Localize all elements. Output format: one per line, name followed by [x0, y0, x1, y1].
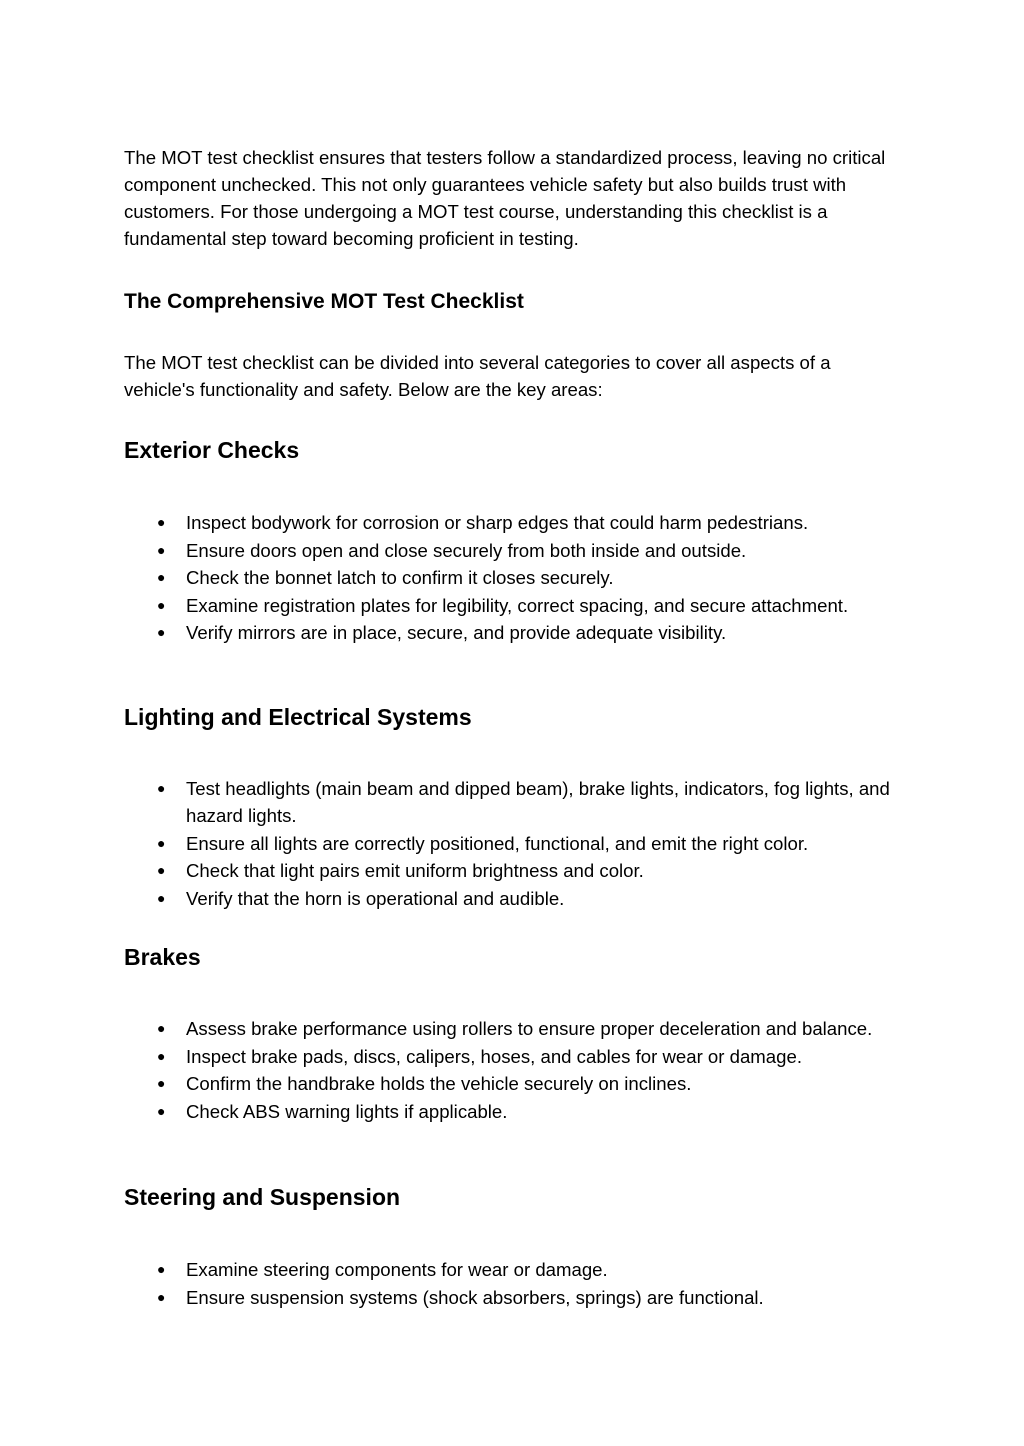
list-item-text: Inspect bodywork for corrosion or sharp edges that could harm pedestrians. [186, 512, 809, 533]
steering-suspension-list [124, 1256, 904, 1311]
list-item-text: Check the bonnet latch to confirm it closes securely. [186, 567, 614, 588]
bullet-icon: ● [157, 514, 166, 530]
list-item [124, 830, 904, 857]
lighting-electrical-list [124, 775, 904, 912]
bullet-icon: ● [157, 596, 166, 613]
bullet-icon: ● [157, 1075, 166, 1091]
section-heading-exterior-checks: Exterior Checks [124, 437, 300, 463]
list-item-text: Inspect brake pads, discs, calipers, hoses, and cables for wear or damage. [186, 1045, 802, 1067]
section-heading-lighting-electrical: Lighting and Electrical Systems [124, 704, 472, 730]
bullet-icon: ● [157, 1102, 166, 1119]
checklist-heading: The Comprehensive MOT Test Checklist [124, 290, 524, 313]
list-item-text: Examine steering components for wear or damage. [186, 1259, 608, 1280]
list-item [124, 1256, 904, 1283]
list-item-text: Ensure doors open and close securely from both inside and outside. [186, 539, 747, 561]
bullet-icon: ● [157, 889, 166, 906]
list-item-text: Check ABS warning lights if applicable. [186, 1100, 508, 1122]
list-item-text: Verify that the horn is operational and audible. [186, 887, 565, 909]
checklist-intro-paragraph: The MOT test checklist can be divided into several categories to cover all aspects of a vehicle's functionality and safety. Below are the key areas: [124, 352, 831, 400]
list-item [124, 1043, 904, 1070]
list-item [124, 857, 904, 884]
list-item-text: Ensure all lights are correctly positioned, functional, and emit the right color. [186, 832, 809, 854]
list-item-text: Confirm the handbrake holds the vehicle securely on inclines. [186, 1073, 692, 1094]
bullet-icon: ● [157, 541, 166, 558]
bullet-icon: ● [157, 1047, 166, 1064]
list-item-text: Examine registration plates for legibility, correct spacing, and secure attachment. [186, 594, 849, 616]
bullet-icon: ● [157, 569, 166, 585]
intro-paragraph: The MOT test checklist ensures that testers follow a standardized process, leaving no critical component unchecked. This not only guarantees vehicle safety but also builds trust with customers. For those undergoing a MOT test course, understanding this checklist is a fundamental step toward becoming proficient in testing. [124, 147, 886, 249]
list-item [124, 1070, 904, 1097]
list-item [124, 564, 904, 591]
list-item-text: Test headlights (main beam and dipped beam), brake lights, indicators, fog lights, and hazard lights. [186, 778, 890, 826]
list-item [124, 1098, 904, 1125]
exterior-checks-list [124, 509, 904, 647]
section-heading-steering-suspension: Steering and Suspension [124, 1184, 401, 1210]
list-item [124, 619, 904, 646]
list-item-text: Verify mirrors are in place, secure, and provide adequate visibility. [186, 622, 727, 643]
list-item-text: Ensure suspension systems (shock absorbers, springs) are functional. [186, 1286, 764, 1308]
bullet-icon: ● [157, 834, 166, 851]
list-item [124, 1284, 904, 1311]
list-item [124, 509, 904, 536]
bullet-icon: ● [157, 1020, 166, 1036]
list-item [124, 537, 904, 564]
list-item-text: Assess brake performance using rollers to ensure proper deceleration and balance. [186, 1018, 873, 1039]
list-item [124, 885, 904, 912]
list-item [124, 775, 904, 829]
list-item [124, 1015, 904, 1042]
list-item [124, 592, 904, 619]
list-item-text: Check that light pairs emit uniform brightness and color. [186, 860, 644, 881]
bullet-icon: ● [157, 1261, 166, 1277]
bullet-icon: ● [157, 624, 166, 640]
section-heading-brakes: Brakes [124, 944, 201, 970]
bullet-icon: ● [157, 862, 166, 878]
brakes-list [124, 1015, 904, 1125]
bullet-icon: ● [157, 1288, 166, 1305]
bullet-icon: ● [157, 780, 166, 796]
